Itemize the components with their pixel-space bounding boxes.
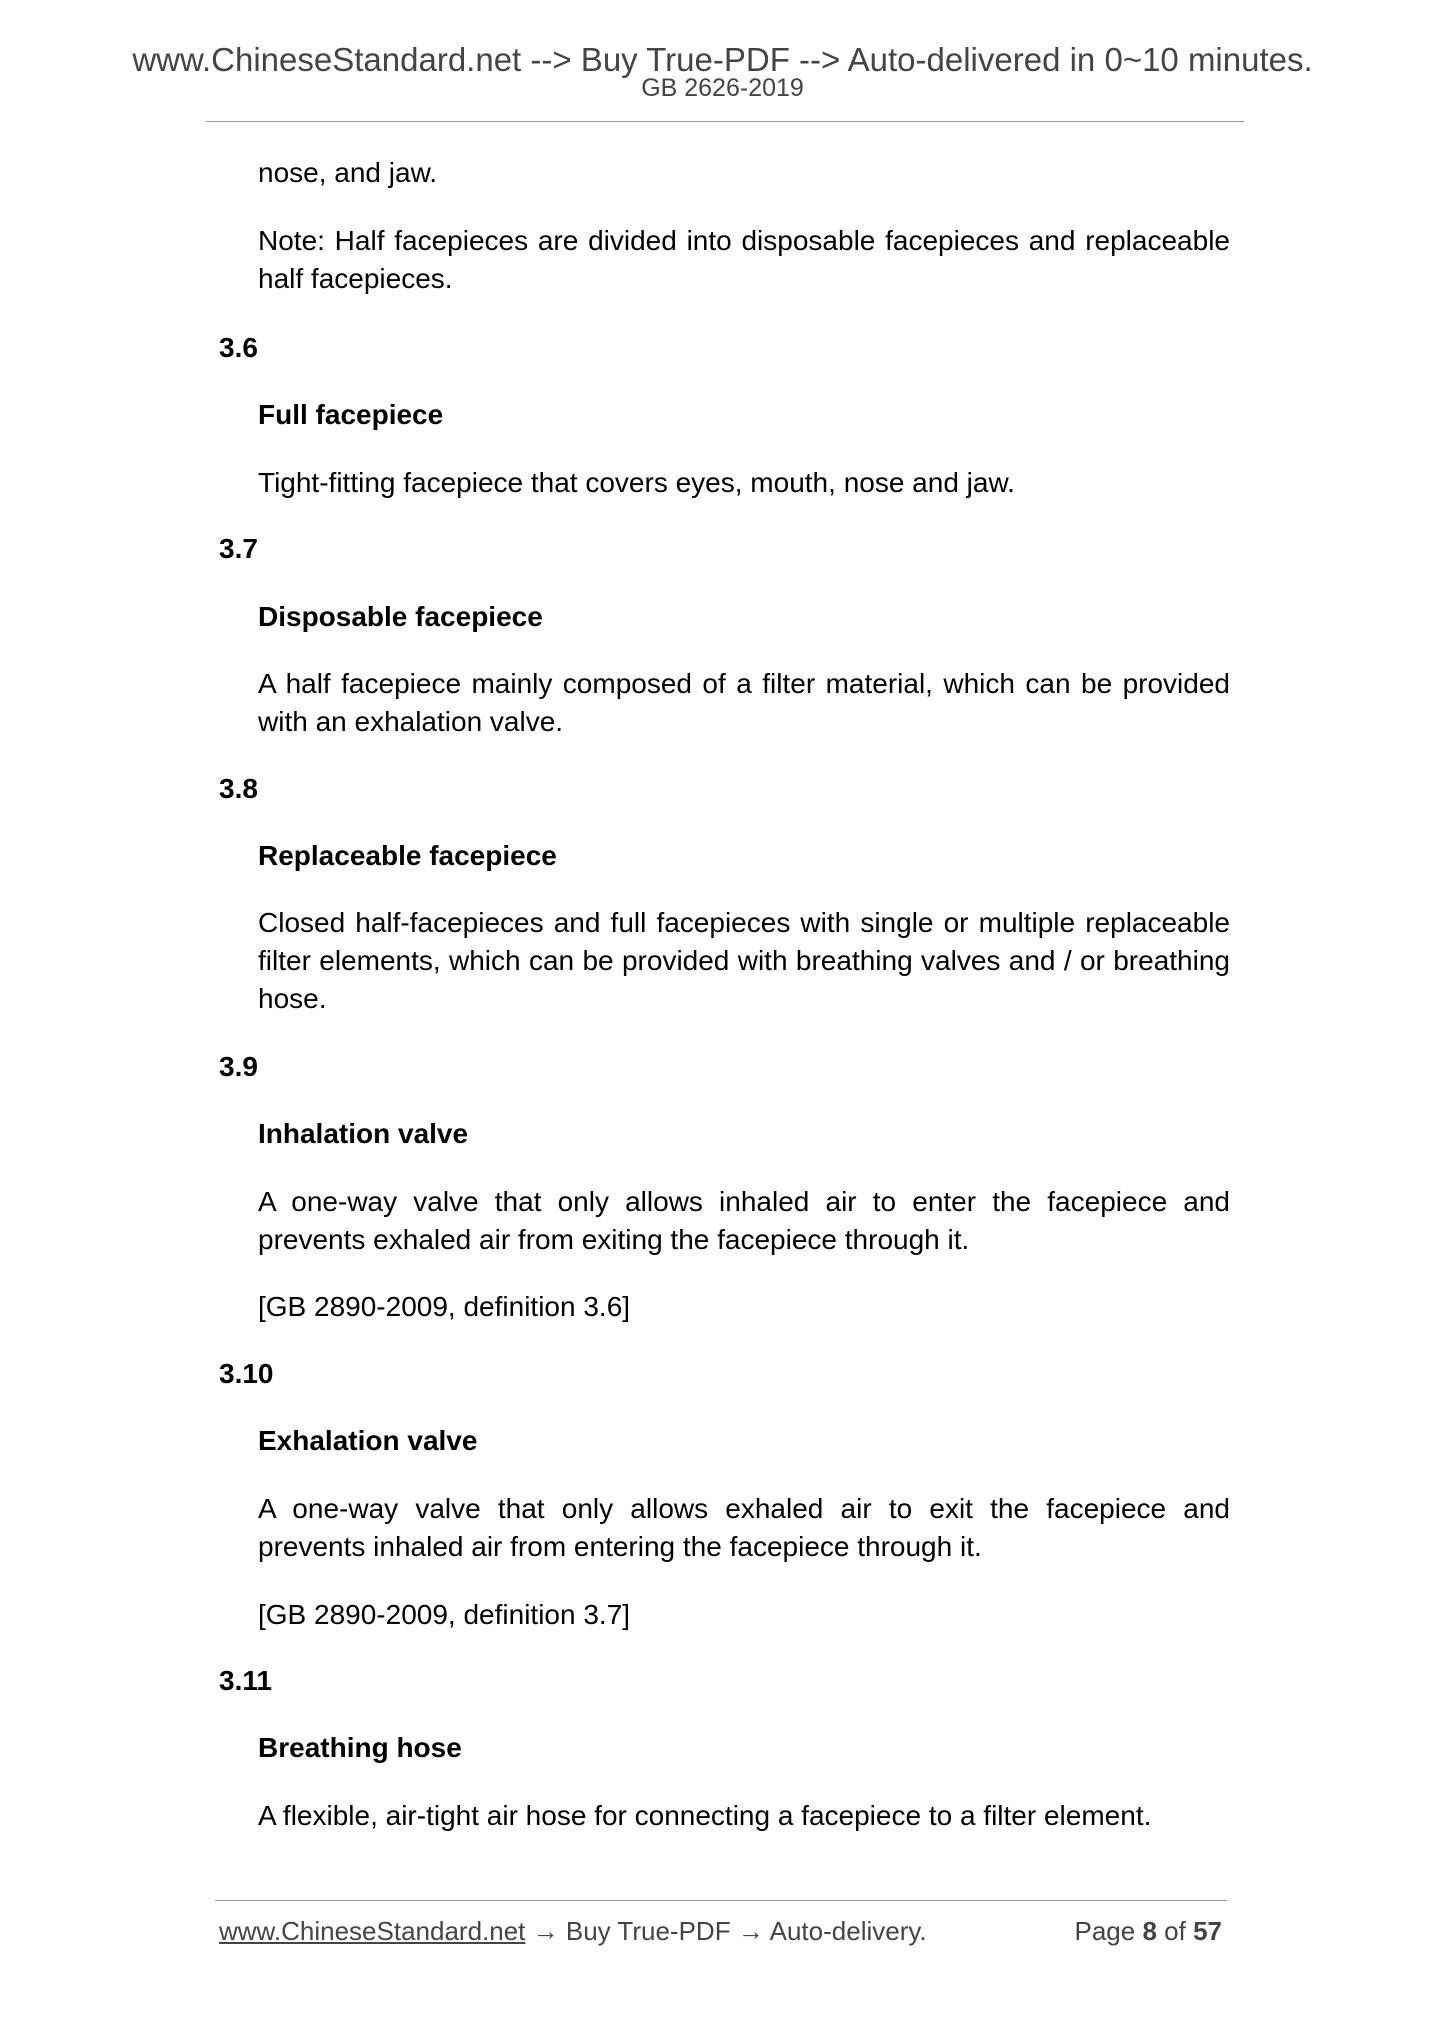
- footer-links: [219, 1914, 927, 1948]
- clause-number: 3.6: [219, 332, 258, 363]
- clause-number: 3.7: [219, 533, 258, 564]
- footer-site-link[interactable]: www.ChineseStandard.net: [219, 1916, 526, 1946]
- of-label: of: [1164, 1916, 1186, 1946]
- term-definition: A one-way valve that only allows exhaled air to exit the facepiece and prevents inhaled air from entering the facepiece through it.: [258, 1493, 1230, 1562]
- term-definition: Tight-fitting facepiece that covers eyes, mouth, nose and jaw.: [258, 467, 1015, 498]
- continuation-text: nose, and jaw.: [258, 157, 438, 188]
- source-reference: [GB 2890-2009, definition 3.6]: [258, 1291, 631, 1322]
- footer-divider: [215, 1900, 1227, 1901]
- arrow-right-icon: →: [532, 1916, 559, 1946]
- term-heading: Full facepiece: [258, 399, 444, 430]
- note-text: Note: Half facepieces are divided into disposable facepieces and replaceable half facepieces.: [258, 225, 1230, 294]
- term-heading: Disposable facepiece: [258, 601, 543, 632]
- page-current: 8: [1142, 1916, 1157, 1946]
- page-total: 57: [1193, 1916, 1222, 1946]
- term-heading: Breathing hose: [258, 1732, 462, 1763]
- term-heading: Replaceable facepiece: [258, 840, 557, 871]
- page-indicator: [1074, 1914, 1222, 1948]
- clause-number: 3.9: [219, 1051, 258, 1082]
- page-label: Page: [1074, 1916, 1136, 1946]
- clause-number: 3.10: [219, 1358, 274, 1389]
- standard-code: GB 2626-2019: [641, 74, 804, 102]
- term-definition: Closed half-facepieces and full facepieces with single or multiple replaceable filter elements, which can be provided with breathing valves and / or breathing hose.: [258, 907, 1230, 1014]
- term-definition: A one-way valve that only allows inhaled air to enter the facepiece and prevents exhaled air from exiting the facepiece through it.: [258, 1186, 1230, 1255]
- source-reference: [GB 2890-2009, definition 3.7]: [258, 1599, 631, 1630]
- term-definition: A flexible, air-tight air hose for connecting a facepiece to a filter element.: [258, 1800, 1152, 1831]
- arrow-right-icon: →: [737, 1916, 764, 1946]
- footer-buy-text: Buy True-PDF: [565, 1916, 731, 1946]
- term-heading: Exhalation valve: [258, 1425, 478, 1456]
- clause-number: 3.11: [219, 1665, 272, 1696]
- term-heading: Inhalation valve: [258, 1118, 469, 1149]
- footer-delivery-text: Auto-delivery.: [769, 1916, 927, 1946]
- term-definition: A half facepiece mainly composed of a filter material, which can be provided with an exhalation valve.: [258, 668, 1230, 737]
- header-banner: www.ChineseStandard.net --> Buy True-PDF --> Auto-delivered in 0~10 minutes.: [132, 41, 1313, 78]
- clause-number: 3.8: [219, 773, 258, 804]
